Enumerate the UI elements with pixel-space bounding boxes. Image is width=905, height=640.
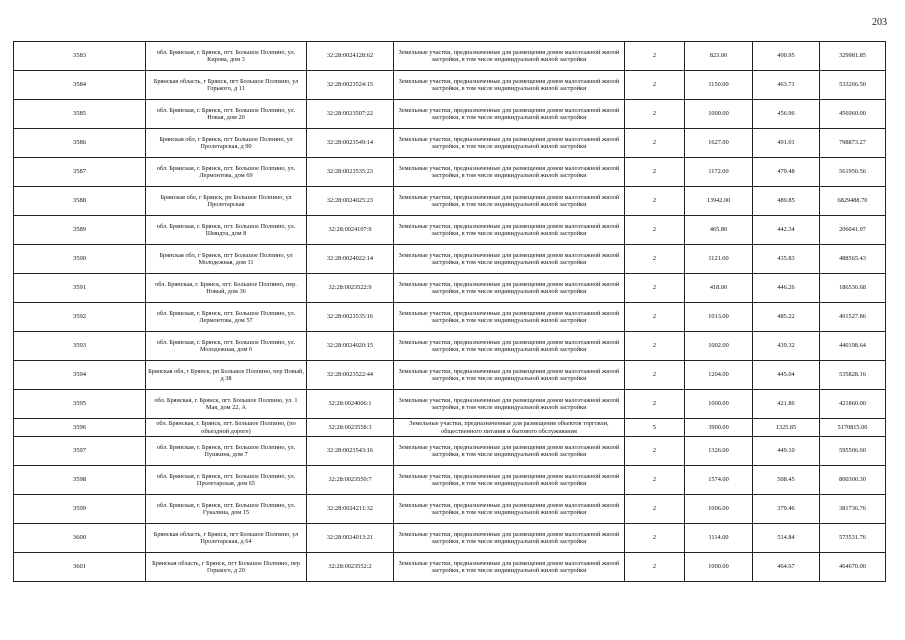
- specific-value-cell: 456.96: [753, 100, 820, 129]
- group-cell: 2: [625, 437, 685, 466]
- land-use-cell: Земельные участки, предназначенные для размещения домов малоэтажной жилой застройки, в том числе индивидуальной жилой застройки: [394, 390, 625, 419]
- land-use-cell: Земельные участки, предназначенные для размещения домов малоэтажной жилой застройки, в том числе индивидуальной жилой застройки: [394, 129, 625, 158]
- specific-value-cell: 464.67: [753, 553, 820, 582]
- table-body: [14, 42, 886, 582]
- address-cell: Брянская область, г Брянск, пгт Большое Полпино, пер Горького, д 20: [146, 553, 307, 582]
- area-cell: 1000.00: [685, 100, 753, 129]
- row-number-cell: 3599: [14, 495, 146, 524]
- land-use-cell: Земельные участки, предназначенные для размещения домов малоэтажной жилой застройки, в том числе индивидуальной жилой застройки: [394, 216, 625, 245]
- land-use-cell: Земельные участки, предназначенные для размещения домов малоэтажной жилой застройки, в том числе индивидуальной жилой застройки: [394, 42, 625, 71]
- table-row: [14, 187, 886, 216]
- address-cell: обл. Брянская, г. Брянск, пгт. Большое Полпино, ул. 1 Мая, дом 22, А: [146, 390, 307, 419]
- land-use-cell: Земельные участки, предназначенные для размещения домов малоэтажной жилой застройки, в том числе индивидуальной жилой застройки: [394, 245, 625, 274]
- table-row: [14, 390, 886, 419]
- address-cell: обл. Брянская, г. Брянск, пгт. Большое Полпино, ул. Кирова, дом 3: [146, 42, 307, 71]
- address-cell: обл. Брянская, г. Брянск, пгт. Большое Полпино, ул. Молодежная, дом 6: [146, 332, 307, 361]
- table-row: [14, 274, 886, 303]
- table-row: [14, 100, 886, 129]
- table-row: [14, 158, 886, 187]
- group-cell: 2: [625, 303, 685, 332]
- row-number-cell: 3596: [14, 419, 146, 437]
- address-cell: обл. Брянская, г. Брянск, пгт. Большое Полпино, ул. Пушкина, дом 7: [146, 437, 307, 466]
- area-cell: 1574.00: [685, 466, 753, 495]
- area-cell: 1002.00: [685, 332, 753, 361]
- table-row: [14, 71, 886, 100]
- row-number-cell: 3600: [14, 524, 146, 553]
- cadastral-number-cell: 32:28:0023522:9: [307, 274, 394, 303]
- cadastral-number-cell: 32:28:0024211:32: [307, 495, 394, 524]
- cadastral-value-cell: 800300.30: [820, 466, 886, 495]
- specific-value-cell: 1325.85: [753, 419, 820, 437]
- area-cell: 1114.00: [685, 524, 753, 553]
- cadastral-value-cell: 421860.00: [820, 390, 886, 419]
- row-number-cell: 3594: [14, 361, 146, 390]
- cadastral-number-cell: 32:28:0024013:21: [307, 524, 394, 553]
- area-cell: 465.80: [685, 216, 753, 245]
- land-use-cell: Земельные участки, предназначенные для размещения домов малоэтажной жилой застройки, в том числе индивидуальной жилой застройки: [394, 495, 625, 524]
- table-row: [14, 216, 886, 245]
- group-cell: 2: [625, 129, 685, 158]
- specific-value-cell: 514.84: [753, 524, 820, 553]
- group-cell: 2: [625, 100, 685, 129]
- row-number-cell: 3588: [14, 187, 146, 216]
- address-cell: обл. Брянская, г. Брянск, пгт. Большое Полпино, (по объездной дороге): [146, 419, 307, 437]
- specific-value-cell: 491.01: [753, 129, 820, 158]
- row-number-cell: 3597: [14, 437, 146, 466]
- cadastral-value-cell: 533266.50: [820, 71, 886, 100]
- specific-value-cell: 449.10: [753, 437, 820, 466]
- cadastral-value-cell: 488565.43: [820, 245, 886, 274]
- address-cell: Брянская обл, г Брянск, пгт Большое Полпино, ул Пролетарская, д 90: [146, 129, 307, 158]
- specific-value-cell: 379.46: [753, 495, 820, 524]
- area-cell: 823.00: [685, 42, 753, 71]
- table-row: [14, 553, 886, 582]
- specific-value-cell: 435.83: [753, 245, 820, 274]
- row-number-cell: 3584: [14, 71, 146, 100]
- address-cell: обл. Брянская, г. Брянск, пгт. Большое Полпино, ул. Шмидта, дом 8: [146, 216, 307, 245]
- specific-value-cell: 445.04: [753, 361, 820, 390]
- specific-value-cell: 508.45: [753, 466, 820, 495]
- table-row: [14, 303, 886, 332]
- table-row: [14, 495, 886, 524]
- row-number-cell: 3595: [14, 390, 146, 419]
- area-cell: 1627.00: [685, 129, 753, 158]
- cadastral-value-cell: 456960.00: [820, 100, 886, 129]
- cadastral-number-cell: 32:28:0023524:15: [307, 71, 394, 100]
- row-number-cell: 3585: [14, 100, 146, 129]
- address-cell: обл. Брянская, г. Брянск, пгт. Большое Полпино, пер. Новый, дом 36: [146, 274, 307, 303]
- address-cell: Брянская обл, г Брянск, рп Большое Полпино, ул Пролетарская: [146, 187, 307, 216]
- land-use-cell: Земельные участки, предназначенные для размещения домов малоэтажной жилой застройки, в том числе индивидуальной жилой застройки: [394, 158, 625, 187]
- group-cell: 2: [625, 390, 685, 419]
- cadastral-number-cell: 32:28:0024107:9: [307, 216, 394, 245]
- cadastral-number-cell: 32:28:0023535:23: [307, 158, 394, 187]
- cadastral-value-cell: 186536.68: [820, 274, 886, 303]
- land-use-cell: Земельные участки, предназначенные для размещения объектов торговли, общественного питания и бытового обслуживания: [394, 419, 625, 437]
- cadastral-value-cell: 798873.27: [820, 129, 886, 158]
- group-cell: 2: [625, 274, 685, 303]
- table-row: [14, 361, 886, 390]
- area-cell: 1006.00: [685, 495, 753, 524]
- group-cell: 2: [625, 495, 685, 524]
- row-number-cell: 3591: [14, 274, 146, 303]
- row-number-cell: 3601: [14, 553, 146, 582]
- cadastral-value-cell: 573531.76: [820, 524, 886, 553]
- cadastral-number-cell: 32:28:0024128:62: [307, 42, 394, 71]
- group-cell: 2: [625, 332, 685, 361]
- specific-value-cell: 446.26: [753, 274, 820, 303]
- specific-value-cell: 400.95: [753, 42, 820, 71]
- land-registry-table: [13, 41, 886, 582]
- cadastral-number-cell: 32:28:0024020:15: [307, 332, 394, 361]
- table-row: [14, 332, 886, 361]
- area-cell: 1121.00: [685, 245, 753, 274]
- land-use-cell: Земельные участки, предназначенные для размещения домов малоэтажной жилой застройки, в том числе индивидуальной жилой застройки: [394, 332, 625, 361]
- group-cell: 2: [625, 187, 685, 216]
- area-cell: 3900.00: [685, 419, 753, 437]
- address-cell: обл. Брянская, г. Брянск, пгт. Большое Полпино, ул. Лермонтова, дом 69: [146, 158, 307, 187]
- area-cell: 1204.00: [685, 361, 753, 390]
- group-cell: 5: [625, 419, 685, 437]
- row-number-cell: 3590: [14, 245, 146, 274]
- row-number-cell: 3592: [14, 303, 146, 332]
- cadastral-value-cell: 491527.86: [820, 303, 886, 332]
- cadastral-number-cell: 32:28:0023549:14: [307, 129, 394, 158]
- area-cell: 1000.00: [685, 553, 753, 582]
- cadastral-value-cell: 206041.97: [820, 216, 886, 245]
- address-cell: Брянская обл, г Брянск, пгт Большое Полпино, ул Молодежная, дом 11: [146, 245, 307, 274]
- cadastral-number-cell: 32:28:0024006:1: [307, 390, 394, 419]
- row-number-cell: 3583: [14, 42, 146, 71]
- area-cell: 1172.00: [685, 158, 753, 187]
- specific-value-cell: 463.71: [753, 71, 820, 100]
- group-cell: 2: [625, 158, 685, 187]
- area-cell: 418.00: [685, 274, 753, 303]
- land-use-cell: Земельные участки, предназначенные для размещения домов малоэтажной жилой застройки, в том числе индивидуальной жилой застройки: [394, 524, 625, 553]
- address-cell: Брянская область, г Брянск, пгт Большое Полпино, ул Горького, д 11: [146, 71, 307, 100]
- table-row: [14, 437, 886, 466]
- cadastral-number-cell: 32:28:0023558:3: [307, 419, 394, 437]
- group-cell: 2: [625, 216, 685, 245]
- area-cell: 13942.00: [685, 187, 753, 216]
- specific-value-cell: 439.32: [753, 332, 820, 361]
- table-row: [14, 524, 886, 553]
- specific-value-cell: 421.86: [753, 390, 820, 419]
- area-cell: 1326.00: [685, 437, 753, 466]
- cadastral-number-cell: 32:28:0023550:7: [307, 466, 394, 495]
- row-number-cell: 3586: [14, 129, 146, 158]
- row-number-cell: 3598: [14, 466, 146, 495]
- land-use-cell: Земельные участки, предназначенные для размещения домов малоэтажной жилой застройки, в том числе индивидуальной жилой застройки: [394, 553, 625, 582]
- cadastral-number-cell: 32:28:0023522:44: [307, 361, 394, 390]
- land-use-cell: Земельные участки, предназначенные для размещения домов малоэтажной жилой застройки, в том числе индивидуальной жилой застройки: [394, 100, 625, 129]
- land-use-cell: Земельные участки, предназначенные для размещения домов малоэтажной жилой застройки, в том числе индивидуальной жилой застройки: [394, 187, 625, 216]
- cadastral-value-cell: 329981.85: [820, 42, 886, 71]
- land-use-cell: Земельные участки, предназначенные для размещения домов малоэтажной жилой застройки, в том числе индивидуальной жилой застройки: [394, 437, 625, 466]
- address-cell: обл. Брянская, г. Брянск, пгт. Большое Полпино, ул. Новая, дом 20: [146, 100, 307, 129]
- specific-value-cell: 485.22: [753, 303, 820, 332]
- land-use-cell: Земельные участки, предназначенные для размещения домов малоэтажной жилой застройки, в том числе индивидуальной жилой застройки: [394, 303, 625, 332]
- area-cell: 1000.00: [685, 390, 753, 419]
- cadastral-value-cell: 535828.16: [820, 361, 886, 390]
- address-cell: Брянская обл, г Брянск, рп Большое Полпино, пер Новый, д 38: [146, 361, 307, 390]
- group-cell: 2: [625, 466, 685, 495]
- cadastral-value-cell: 464670.00: [820, 553, 886, 582]
- group-cell: 2: [625, 42, 685, 71]
- cadastral-number-cell: 32:28:0024025:23: [307, 187, 394, 216]
- group-cell: 2: [625, 71, 685, 100]
- table-row: [14, 466, 886, 495]
- cadastral-number-cell: 32:28:0023543:16: [307, 437, 394, 466]
- cadastral-number-cell: 32:28:0023535:16: [307, 303, 394, 332]
- row-number-cell: 3587: [14, 158, 146, 187]
- land-use-cell: Земельные участки, предназначенные для размещения домов малоэтажной жилой застройки, в том числе индивидуальной жилой застройки: [394, 466, 625, 495]
- land-use-cell: Земельные участки, предназначенные для размещения домов малоэтажной жилой застройки, в том числе индивидуальной жилой застройки: [394, 274, 625, 303]
- cadastral-value-cell: 595506.60: [820, 437, 886, 466]
- cadastral-number-cell: 32:28:0023552:2: [307, 553, 394, 582]
- cadastral-value-cell: 440198.64: [820, 332, 886, 361]
- table-row: [14, 419, 886, 437]
- group-cell: 2: [625, 361, 685, 390]
- area-cell: 1150.00: [685, 71, 753, 100]
- cadastral-number-cell: 32:28:0024022:14: [307, 245, 394, 274]
- table-row: [14, 129, 886, 158]
- table-row: [14, 245, 886, 274]
- cadastral-value-cell: 6829488.70: [820, 187, 886, 216]
- land-use-cell: Земельные участки, предназначенные для размещения домов малоэтажной жилой застройки, в том числе индивидуальной жилой застройки: [394, 71, 625, 100]
- address-cell: обл. Брянская, г. Брянск, пгт. Большое Полпино, ул. Пролетарская, дом 65: [146, 466, 307, 495]
- area-cell: 1013.00: [685, 303, 753, 332]
- address-cell: обл. Брянская, г. Брянск, пгт. Большое Полпино, ул. Гукалина, дом 15: [146, 495, 307, 524]
- specific-value-cell: 489.85: [753, 187, 820, 216]
- cadastral-value-cell: 561950.56: [820, 158, 886, 187]
- address-cell: Брянская область, г Брянск, пгт Большое Полпино, ул Пролетарская, д 64: [146, 524, 307, 553]
- land-use-cell: Земельные участки, предназначенные для размещения домов малоэтажной жилой застройки, в том числе индивидуальной жилой застройки: [394, 361, 625, 390]
- row-number-cell: 3589: [14, 216, 146, 245]
- page-number: 203: [872, 17, 887, 28]
- group-cell: 2: [625, 553, 685, 582]
- cadastral-value-cell: 5170815.00: [820, 419, 886, 437]
- cadastral-value-cell: 381736.76: [820, 495, 886, 524]
- group-cell: 2: [625, 524, 685, 553]
- specific-value-cell: 442.34: [753, 216, 820, 245]
- group-cell: 2: [625, 245, 685, 274]
- row-number-cell: 3593: [14, 332, 146, 361]
- cadastral-number-cell: 32:28:0023507:22: [307, 100, 394, 129]
- specific-value-cell: 479.48: [753, 158, 820, 187]
- table-row: [14, 42, 886, 71]
- address-cell: обл. Брянская, г. Брянск, пгт. Большое Полпино, ул. Лермонтова, дом 57: [146, 303, 307, 332]
